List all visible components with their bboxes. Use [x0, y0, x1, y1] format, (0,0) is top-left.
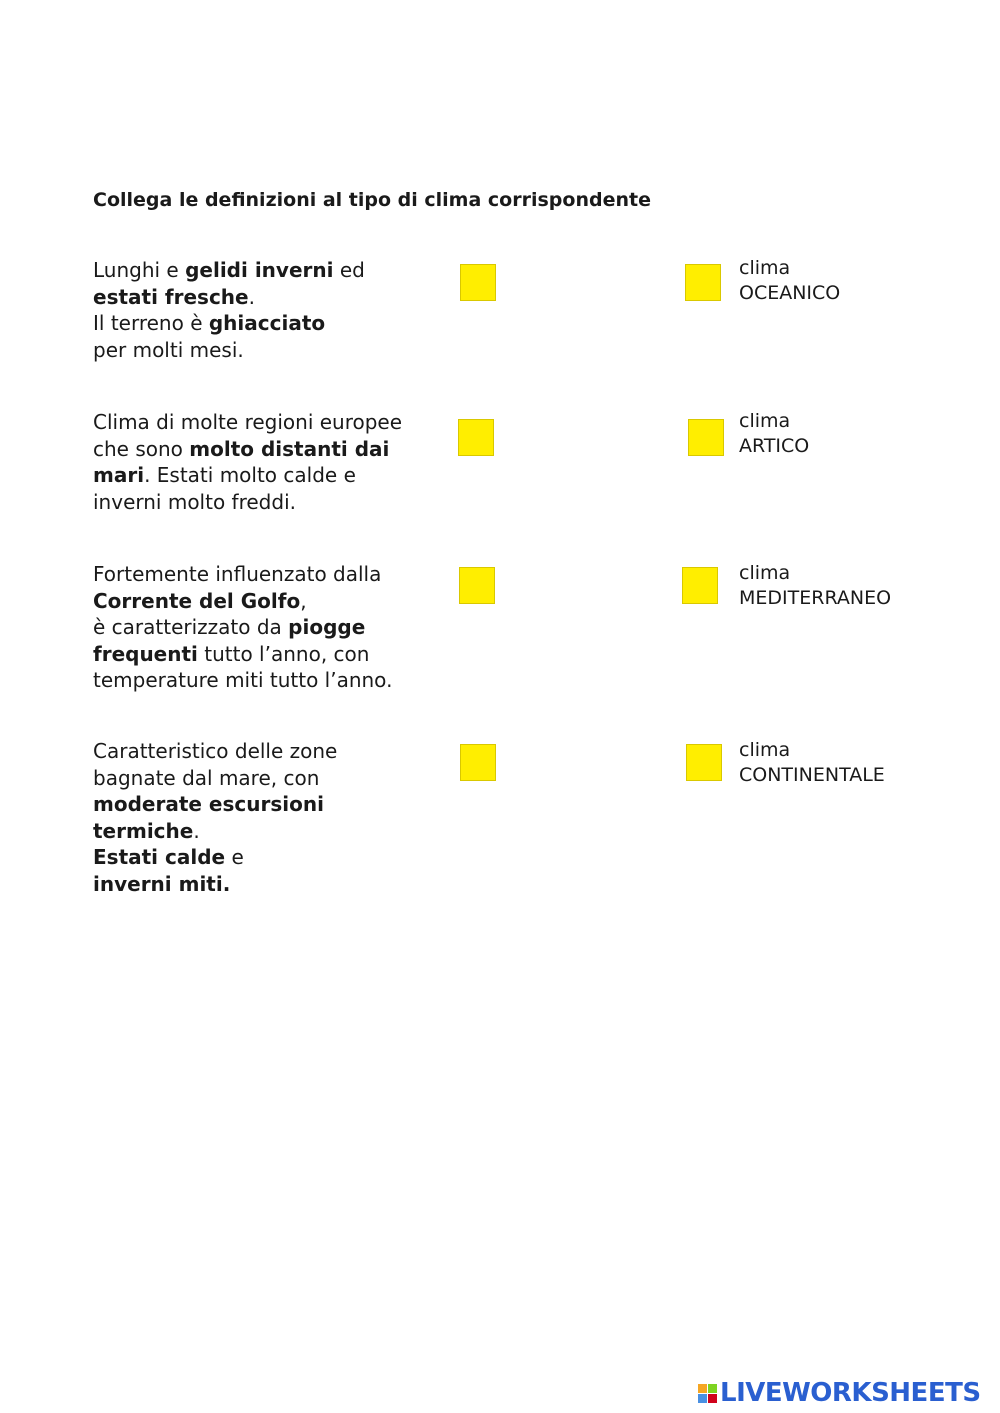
definition-text: Lunghi e	[93, 258, 186, 282]
definition-continentale	[93, 409, 438, 515]
logo-mark-square	[698, 1394, 707, 1403]
definition-text: inverni molto freddi.	[93, 489, 296, 514]
liveworksheets-logo	[698, 1378, 981, 1408]
definition-keyword: frequenti	[93, 641, 198, 666]
definition-line	[93, 667, 438, 694]
definition-line	[93, 818, 438, 845]
definition-line	[93, 871, 438, 898]
climate-label-name: MEDITERRANEO	[739, 586, 892, 609]
definition-line	[93, 284, 438, 311]
climate-label-line1: clima	[739, 257, 791, 279]
definition-line	[93, 738, 438, 765]
definition-line	[93, 310, 438, 337]
definition-line	[93, 614, 438, 641]
definition-line	[93, 561, 438, 588]
definition-text: Clima di molte regioni europee	[93, 410, 403, 434]
definition-keyword: inverni miti.	[93, 871, 231, 896]
definition-keyword: ghiacciato	[208, 311, 326, 335]
definition-oceanico	[93, 561, 438, 694]
climate-label-oceanico	[739, 256, 840, 305]
climate-label-line1: clima	[739, 410, 791, 432]
logo-mark-square	[708, 1394, 717, 1403]
definition-mediterraneo	[93, 738, 438, 897]
definition-line	[93, 489, 438, 516]
climate-label-name: OCEANICO	[739, 281, 841, 304]
definition-text: Il terreno è	[93, 311, 209, 335]
definition-text: temperature miti tutto l’anno.	[93, 668, 393, 692]
right-match-box-4[interactable]	[686, 744, 722, 781]
definition-line	[93, 436, 438, 463]
definition-text: per molti mesi.	[93, 337, 244, 362]
definition-text: .	[248, 284, 255, 309]
climate-label-line1: clima	[739, 562, 791, 584]
left-match-box-4[interactable]	[460, 744, 496, 781]
climate-label-continentale	[739, 738, 885, 787]
definition-text: tutto l’anno, con	[197, 641, 370, 666]
liveworksheets-logo-icon	[698, 1384, 717, 1403]
definition-line	[93, 462, 438, 489]
definition-text: bagnate dal mare, con	[93, 765, 320, 790]
definition-text: .	[193, 818, 200, 843]
liveworksheets-logo-text: LIVEWORKSHEETS	[720, 1378, 981, 1408]
climate-label-line1: clima	[739, 739, 791, 761]
definition-artico	[93, 257, 438, 363]
definition-text: Caratteristico delle zone	[93, 739, 338, 763]
climate-label-artico	[739, 409, 809, 458]
definition-line	[93, 337, 438, 364]
definition-keyword: molto distanti dai	[189, 436, 390, 461]
definition-line	[93, 844, 438, 871]
left-match-box-3[interactable]	[459, 567, 495, 604]
definition-keyword: termiche	[93, 818, 194, 843]
definition-line	[93, 791, 438, 818]
left-match-box-1[interactable]	[460, 264, 496, 301]
left-match-box-2[interactable]	[458, 419, 494, 456]
right-match-box-3[interactable]	[682, 567, 718, 604]
definition-keyword: moderate escursioni	[93, 792, 324, 816]
definition-keyword: Estati calde	[93, 845, 226, 869]
definition-text: ,	[300, 588, 307, 613]
definition-text: e	[225, 845, 244, 869]
definition-text: è caratterizzato da	[93, 615, 289, 639]
logo-mark-square	[698, 1384, 707, 1393]
definition-keyword: piogge	[288, 615, 366, 639]
worksheet-title: Collega le definizioni al tipo di clima corrispondente	[93, 189, 651, 211]
climate-label-name: ARTICO	[739, 434, 810, 457]
right-match-box-1[interactable]	[685, 264, 721, 301]
climate-label-name: CONTINENTALE	[739, 763, 885, 786]
definition-line	[93, 765, 438, 792]
definition-line	[93, 641, 438, 668]
definition-text: Fortemente influenzato dalla	[93, 562, 382, 586]
definition-text: ed	[333, 258, 365, 282]
definition-keyword: estati fresche	[93, 284, 249, 309]
right-match-box-2[interactable]	[688, 419, 724, 456]
definition-text: . Estati molto calde e	[144, 463, 356, 487]
definition-keyword: mari	[93, 463, 145, 487]
definition-line	[93, 409, 438, 436]
definition-keyword: gelidi inverni	[185, 258, 334, 282]
logo-mark-square	[708, 1384, 717, 1393]
climate-label-mediterraneo	[739, 561, 891, 610]
definition-line	[93, 588, 438, 615]
definition-line	[93, 257, 438, 284]
definition-keyword: Corrente del Golfo	[93, 588, 301, 613]
definition-text: che sono	[93, 436, 190, 461]
